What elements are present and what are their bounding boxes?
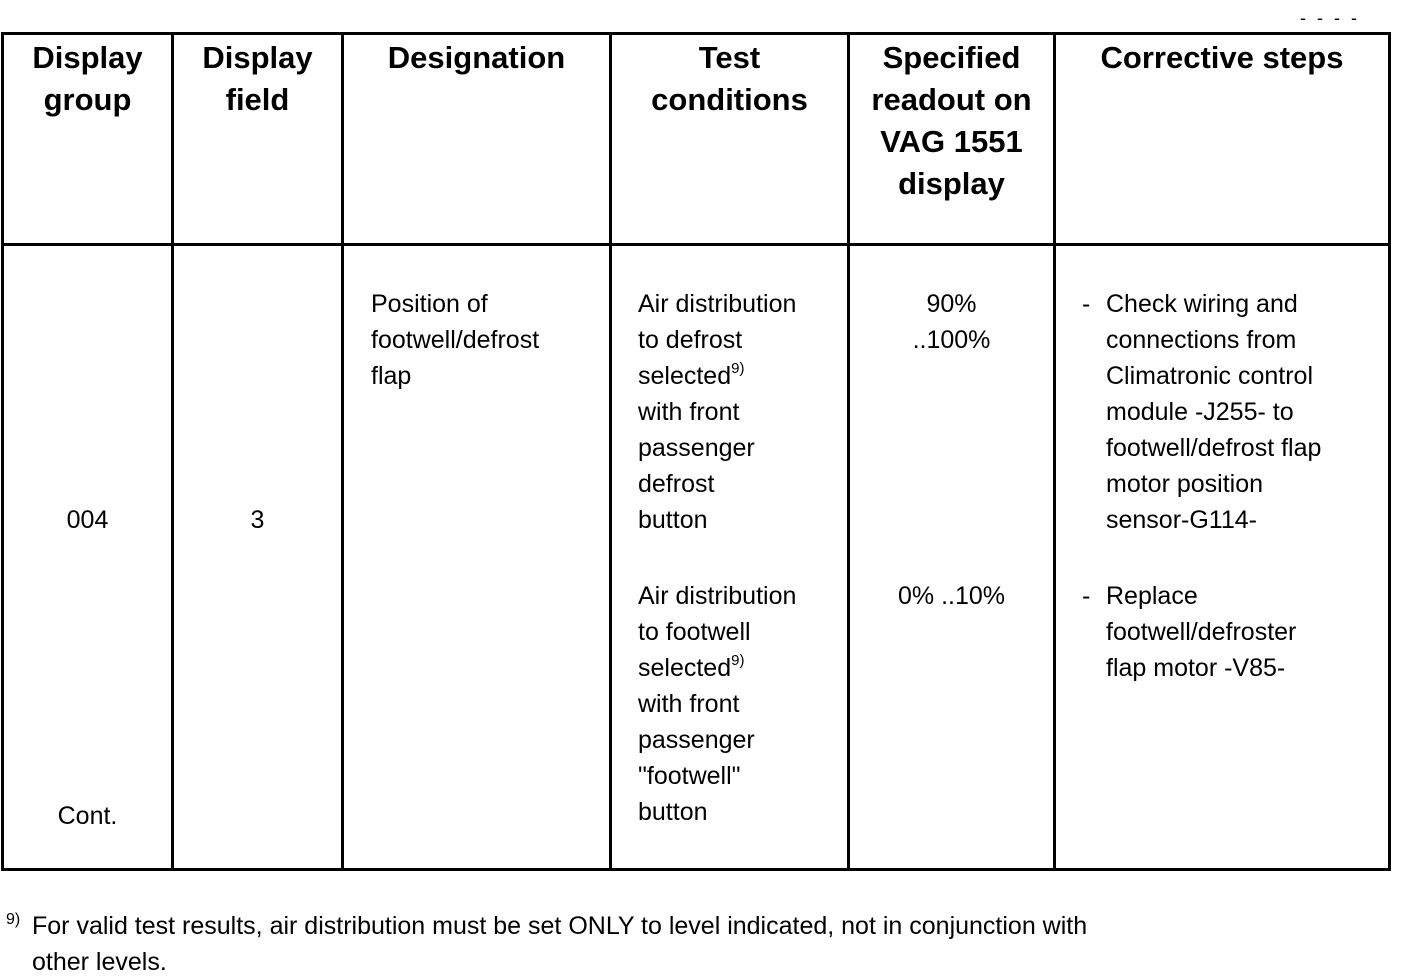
footnote bbox=[6, 908, 1226, 980]
bullet-dash: - bbox=[1082, 582, 1091, 610]
cell-display-group bbox=[3, 245, 173, 870]
header-display-field: Display field bbox=[173, 34, 343, 245]
test-condition-footwell: Air distribution to footwell selected$^{9)}$ with front passenger "footwell" button bbox=[638, 582, 797, 826]
footnote-ref: 9) bbox=[731, 359, 745, 377]
header-test-conditions: Test conditions bbox=[611, 34, 849, 245]
corrective-step-check-wiring: - Check wiring and connections from Climatronic control module -J255- to footwell/defrost flap motor position sensor-G114- bbox=[1082, 286, 1382, 538]
footnote-ref: 9) bbox=[731, 651, 745, 669]
corner-dash-mark: - - - - bbox=[1300, 8, 1360, 28]
header-corrective-steps: Corrective steps bbox=[1055, 34, 1390, 245]
readout-footwell: 0% ..10% bbox=[897, 582, 1005, 610]
header-designation: Designation bbox=[343, 34, 611, 245]
cell-test-conditions bbox=[611, 245, 849, 870]
cell-display-field bbox=[173, 245, 343, 870]
designation-text: Position of footwell/defrost flap bbox=[371, 290, 540, 390]
display-group-value: 004 bbox=[66, 506, 109, 534]
continued-label: Cont. bbox=[57, 802, 118, 830]
display-field-value: 3 bbox=[250, 506, 265, 534]
corrective-step-replace-motor: - Replace footwell/defroster flap motor -V85- bbox=[1082, 578, 1382, 686]
table-row bbox=[3, 245, 1390, 870]
cell-specified-readout bbox=[849, 245, 1055, 870]
cell-corrective-steps bbox=[1055, 245, 1390, 870]
footnote-text: For valid test results, air distribution must be set ONLY to level indicated, not in conjunction with other levels. bbox=[32, 912, 1088, 976]
readout-defrost: 90% ..100% bbox=[912, 290, 991, 354]
header-row bbox=[3, 34, 1390, 245]
footnote-mark: 9) bbox=[6, 911, 21, 928]
test-condition-defrost: Air distribution to defrost selected$^{9)}$ with front passenger defrost button bbox=[638, 290, 797, 534]
header-display-group: Display group bbox=[3, 34, 173, 245]
diagnostic-table bbox=[1, 32, 1391, 871]
bullet-dash: - bbox=[1082, 290, 1091, 318]
cell-designation bbox=[343, 245, 611, 870]
header-specified-readout: Specified readout on VAG 1551 display bbox=[849, 34, 1055, 245]
